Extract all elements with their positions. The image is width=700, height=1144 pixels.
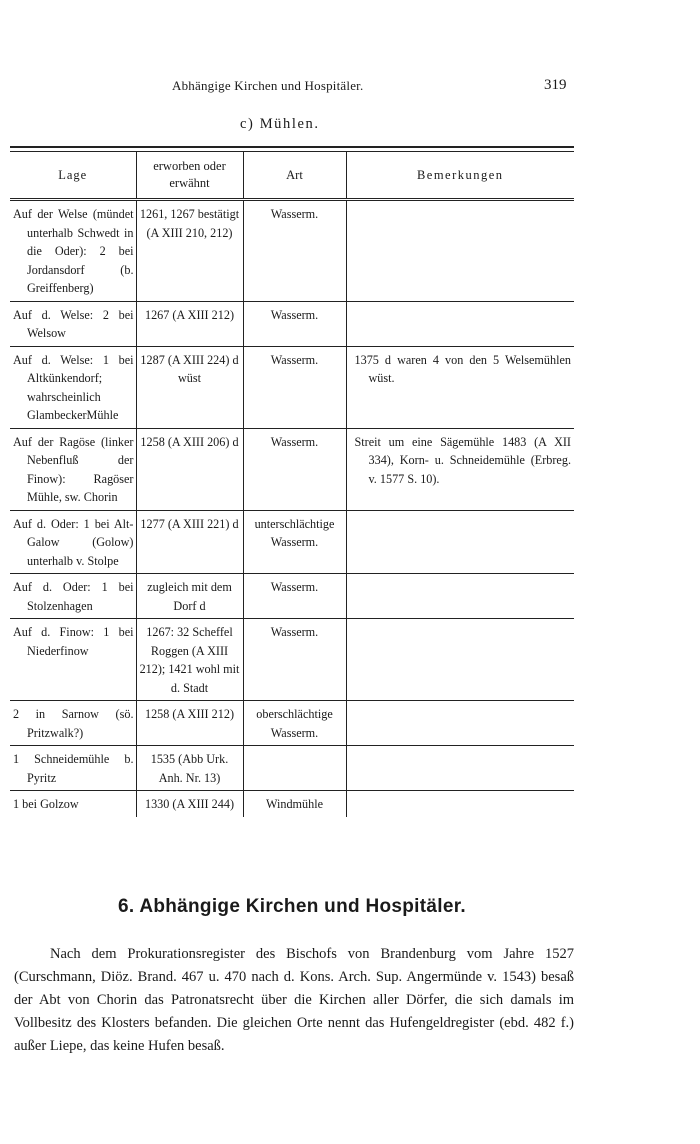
cell-art: Wasserm.	[243, 428, 346, 510]
cell-lage-text: 2 in Sarnow (sö. Pritzwalk?)	[13, 707, 134, 740]
table-row	[10, 200, 574, 302]
cell-bemerkungen	[346, 510, 574, 574]
cell-art: Wasserm.	[243, 346, 346, 428]
table-row	[10, 619, 574, 701]
cell-erworben: 1277 (A XIII 221) d	[136, 510, 243, 574]
cell-erworben: 1267 (A XIII 212)	[136, 301, 243, 346]
cell-lage	[10, 701, 136, 746]
table-row	[10, 301, 574, 346]
cell-lage	[10, 791, 136, 817]
table-row	[10, 791, 574, 817]
table-row	[10, 428, 574, 510]
table-row	[10, 701, 574, 746]
page-number: 319	[544, 77, 567, 93]
cell-erworben: 1258 (A XIII 212)	[136, 701, 243, 746]
table-row	[10, 346, 574, 428]
cell-erworben: 1258 (A XIII 206) d	[136, 428, 243, 510]
cell-erworben: 1287 (A XIII 224) d wüst	[136, 346, 243, 428]
cell-lage	[10, 346, 136, 428]
cell-lage	[10, 510, 136, 574]
header-art: Art	[243, 152, 346, 200]
cell-art: Windmühle	[243, 791, 346, 817]
table-row	[10, 574, 574, 619]
header-erworben: erworben oder erwähnt	[136, 152, 243, 200]
cell-bemerkungen	[346, 200, 574, 302]
cell-bemerkungen-text: 1375 d waren 4 von den 5 Welsemühlen wüst.	[354, 352, 571, 385]
cell-lage	[10, 428, 136, 510]
cell-erworben: 1267: 32 Scheffel Roggen (A XIII 212); 1421 wohl mit d. Stadt	[136, 619, 243, 701]
cell-art	[243, 746, 346, 791]
cell-lage-text: Auf der Ragöse (linker Nebenfluß der Finow): Ragöser Mühle, sw. Chorin	[13, 434, 134, 504]
cell-bemerkungen	[346, 791, 574, 817]
cell-bemerkungen	[346, 574, 574, 619]
cell-lage-text: Auf d. Oder: 1 bei Alt-Galow (Golow) unterhalb v. Stolpe	[13, 516, 134, 568]
cell-art: oberschlächtige Wasserm.	[243, 701, 346, 746]
cell-lage-text: 1 Schneidemühle b. Pyritz	[13, 752, 134, 785]
cell-bemerkungen-text: Streit um eine Sägemühle 1483 (A XII 334), Korn- u. Schneidemühle (Erbreg. v. 1577 S. 10).	[354, 434, 571, 486]
cell-erworben: zugleich mit dem Dorf d	[136, 574, 243, 619]
cell-bemerkungen	[346, 346, 574, 428]
cell-art: Wasserm.	[243, 619, 346, 701]
cell-erworben: 1535 (Abb Urk. Anh. Nr. 13)	[136, 746, 243, 791]
cell-lage-text: Auf der Welse (mündet unterhalb Schwedt in die Oder): 2 bei Jordansdorf (b. Greiffenberg)	[13, 207, 134, 295]
cell-bemerkungen	[346, 746, 574, 791]
header-lage: Lage	[10, 152, 136, 200]
cell-erworben: 1261, 1267 bestätigt (A XIII 210, 212)	[136, 200, 243, 302]
cell-bemerkungen	[346, 619, 574, 701]
mills-table	[10, 146, 574, 817]
running-head-title: Abhängige Kirchen und Hospitäler.	[172, 78, 364, 93]
cell-bemerkungen	[346, 301, 574, 346]
table-row	[10, 510, 574, 574]
cell-bemerkungen	[346, 701, 574, 746]
cell-bemerkungen	[346, 428, 574, 510]
header-bemerkungen: Bemerkungen	[346, 152, 574, 200]
cell-lage	[10, 301, 136, 346]
cell-lage-text: Auf d. Welse: 2 bei Welsow	[13, 307, 134, 340]
cell-art: Wasserm.	[243, 200, 346, 302]
cell-art: Wasserm.	[243, 301, 346, 346]
body-paragraph: Nach dem Prokurationsregister des Bischofs von Brandenburg vom Jahre 1527 (Curschmann, Diöz. Brand. 467 u. 470 nach d. Kons. Arch. Sup. Angermünde v. 1543) besaß der Abt von Chorin das Patronatsrecht über die Kirchen aller Dörfer, die sich damals im Vollbesitz des Klosters befanden. Die gleichen Orte nennt das Hufengeldregister (ebd. 482 f.) außer Liepe, das keine Hufen besaß.	[14, 945, 574, 1054]
cell-lage-text: Auf d. Finow: 1 bei Niederfinow	[13, 625, 134, 658]
cell-lage	[10, 619, 136, 701]
chapter-heading-text: 6. Abhängige Kirchen und Hospitäler.	[118, 896, 466, 917]
cell-erworben: 1330 (A XIII 244)	[136, 791, 243, 817]
cell-lage-text: 1 bei Golzow	[13, 797, 79, 811]
cell-art: unterschlächtige Wasserm.	[243, 510, 346, 574]
cell-lage-text: Auf d. Welse: 1 bei Altkünkendorf; wahrscheinlich GlambeckerMühle	[13, 352, 134, 422]
table-row	[10, 746, 574, 791]
section-title-text: c) Mühlen.	[240, 116, 320, 132]
cell-lage	[10, 746, 136, 791]
table-header-row	[10, 152, 574, 200]
cell-lage	[10, 200, 136, 302]
cell-art: Wasserm.	[243, 574, 346, 619]
cell-lage	[10, 574, 136, 619]
cell-lage-text: Auf d. Oder: 1 bei Stolzenhagen	[13, 580, 134, 613]
